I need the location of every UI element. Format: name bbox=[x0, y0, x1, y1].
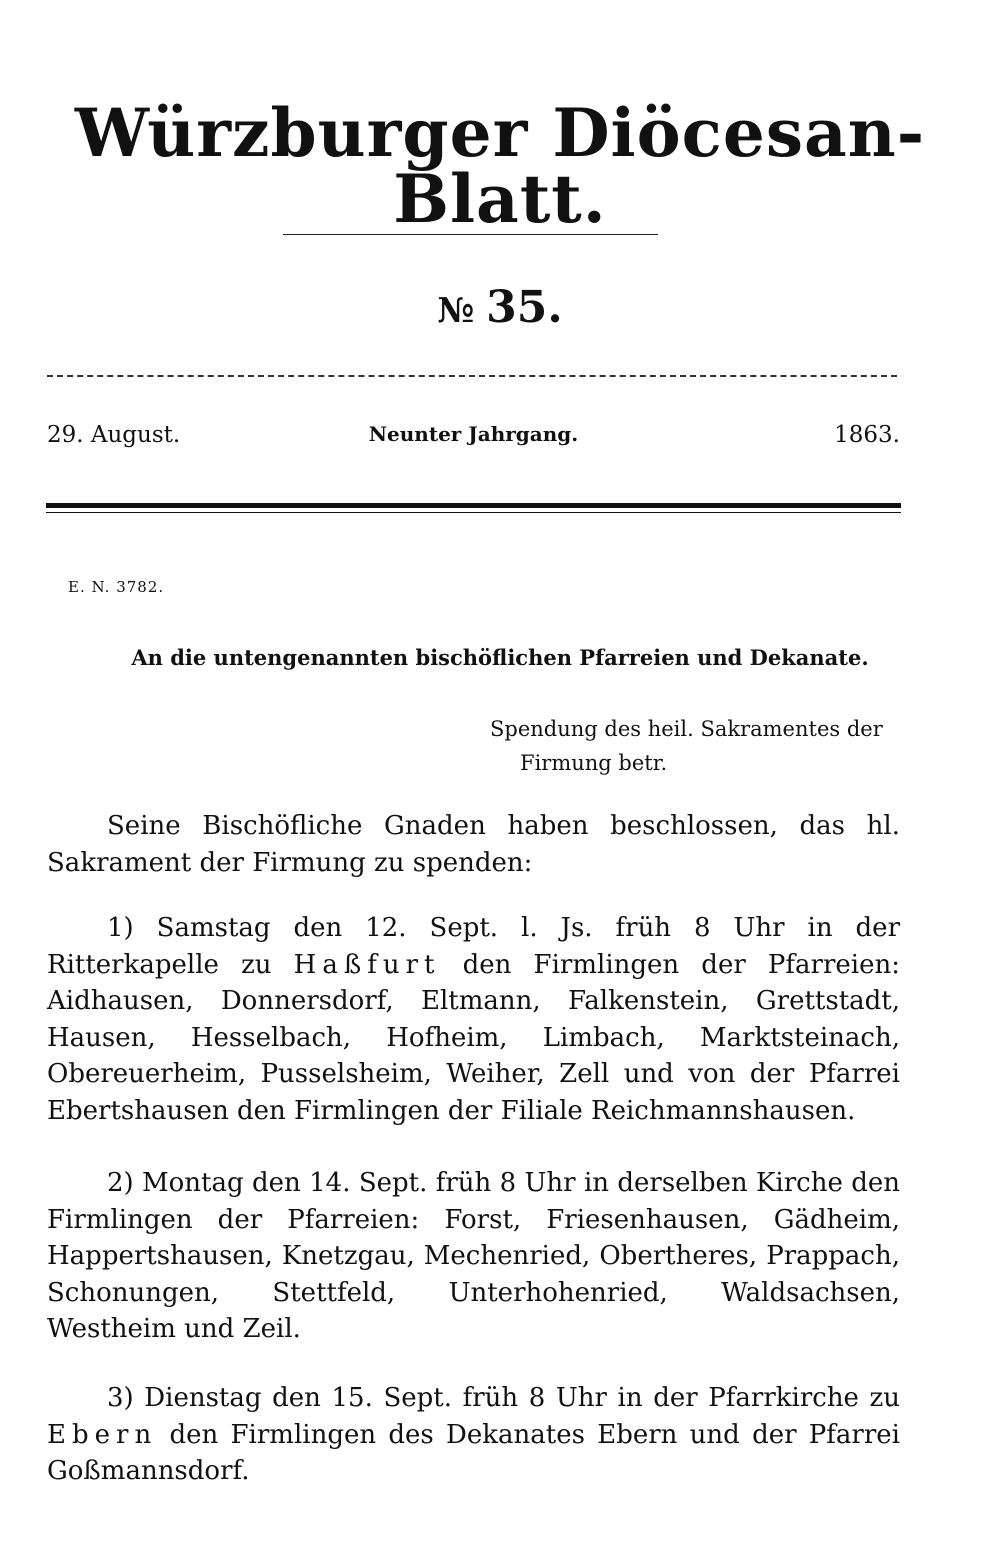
issue-number-prefix: № bbox=[437, 291, 475, 331]
subject-line-1: Spendung des heil. Sakramentes der bbox=[490, 717, 883, 741]
paragraph-1 bbox=[47, 910, 900, 1129]
address-heading: An die untengenannten bischöflichen Pfarreien und Dekanate. bbox=[131, 645, 869, 670]
issue-number-value: 35. bbox=[486, 282, 563, 333]
paragraph-intro: Seine Bischöfliche Gnaden haben beschlossen, das hl. Sakrament der Firmung zu spenden: bbox=[47, 811, 900, 878]
issue-number bbox=[0, 282, 1000, 333]
volume-label: Neunter Jahrgang. bbox=[368, 422, 579, 446]
divider-thin bbox=[46, 512, 901, 513]
issue-year: 1863. bbox=[834, 422, 900, 448]
paragraph-1-text-b: den Firmlingen der Pfarreien: Aidhausen, Donnersdorf, Eltmann, Falkenstein, Grettstadt, Hausen, Hesselbach, Hofheim, Limbach, Marktsteinach, Obereuerheim, Pusselsheim, Weiher, Zell und von der Pfarrei Ebertshausen den Firmlingen der Filiale Reichmannshausen. bbox=[47, 949, 900, 1126]
divider-thick bbox=[46, 503, 901, 508]
reference-number: E. N. 3782. bbox=[68, 578, 165, 596]
subject-line-2: Firmung betr. bbox=[520, 751, 668, 775]
issue-date: 29. August. bbox=[47, 422, 181, 448]
paragraph-1-text-a: 1) Samstag den 12. Sept. l. Js. früh 8 Uhr in der Ritterkapelle zu bbox=[47, 913, 900, 980]
subject-note bbox=[490, 712, 910, 780]
paragraph-3-text-b: den Firmlingen des Dekanates Ebern und der Pfarrei Goßmannsdorf. bbox=[47, 1419, 900, 1486]
paragraph-3 bbox=[47, 1380, 900, 1490]
paragraph-2: 2) Montag den 14. Sept. früh 8 Uhr in derselben Kirche den Firmlingen der Pfarreien: Forst, Friesenhausen, Gädheim, Happertshausen, Knetzgau, Mechenried, Obertheres, Prappach, Schonungen, Stettfeld, Unterhohenried, Waldsachsen, Westheim und Zeil. bbox=[47, 1168, 900, 1344]
divider-short bbox=[283, 234, 658, 235]
masthead-title: Würzburger Diöcesan-Blatt. bbox=[74, 94, 926, 238]
paragraph-1-place: Haßfurt bbox=[293, 949, 441, 980]
divider-dashed bbox=[47, 375, 897, 377]
paragraph-3-place: Ebern bbox=[47, 1419, 158, 1450]
paragraph-3-text-a: 3) Dienstag den 15. Sept. früh 8 Uhr in der Pfarrkirche zu bbox=[107, 1383, 900, 1413]
dateline bbox=[47, 422, 900, 452]
